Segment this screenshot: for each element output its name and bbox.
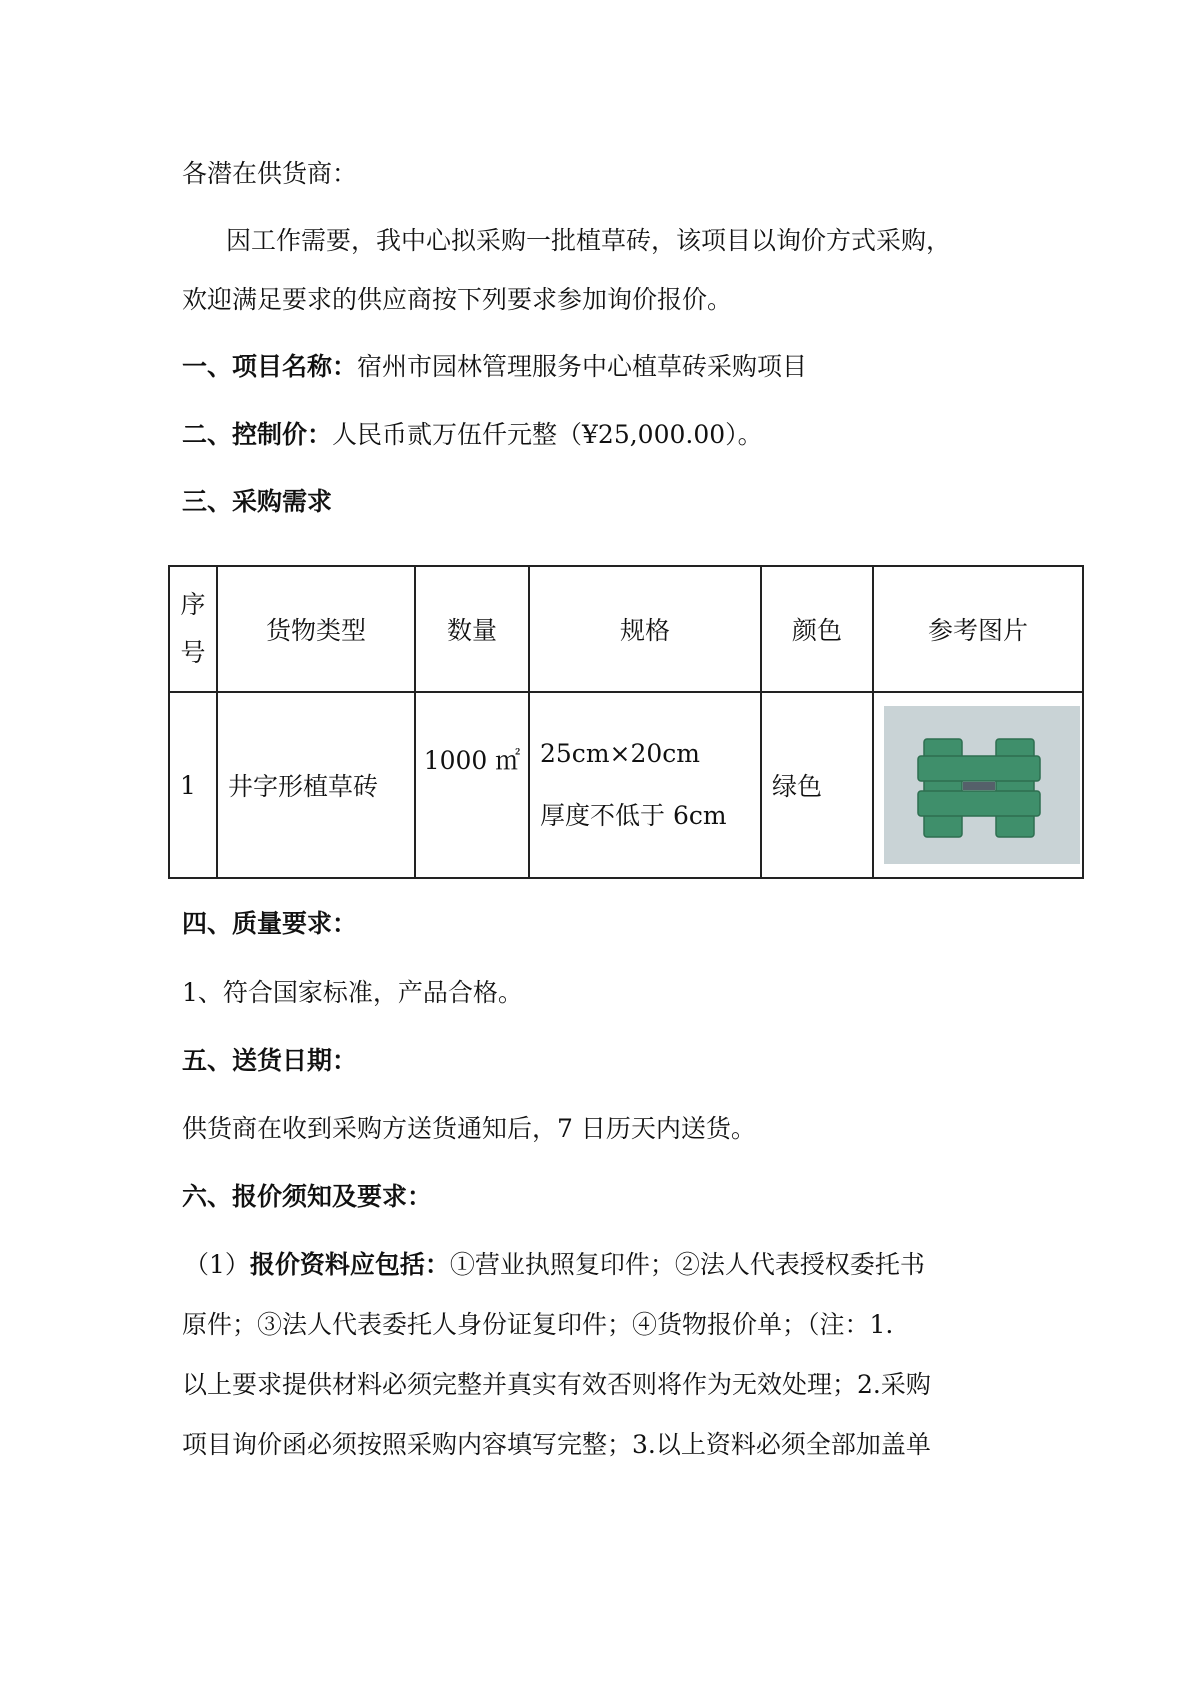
- row-spec-thickness: 厚度不低于 6cm: [540, 801, 727, 830]
- row-image-cell: [873, 692, 1083, 878]
- quote-para-line-1-rest: ①营业执照复印件；②法人代表授权委托书: [449, 1250, 925, 1279]
- greeting: 各潜在供货商：: [182, 159, 358, 188]
- intro-line-1: 因工作需要，我中心拟采购一批植草砖，该项目以询价方式采购，: [226, 226, 952, 255]
- section-2: [182, 418, 763, 452]
- quote-para-line-4: 项目询价函必须按照采购内容填写完整；3.以上资料必须全部加盖单: [182, 1430, 931, 1459]
- procurement-table: [168, 565, 1084, 879]
- delivery-text: 供货商在收到采购方送货通知后，7 日历天内送货。: [182, 1114, 756, 1143]
- row-spec-size: 25cm×20cm: [540, 739, 700, 768]
- row-type: 井字形植草砖: [217, 692, 415, 878]
- header-qty: 数量: [415, 566, 529, 692]
- section-3-label: 三、采购需求: [182, 487, 333, 516]
- project-name: 宿州市园林管理服务中心植草砖采购项目: [357, 352, 808, 381]
- header-seq-char-2: 号: [180, 638, 206, 667]
- header-spec: 规格: [529, 566, 761, 692]
- quote-para-line-2: 原件；③法人代表委托人身份证复印件；④货物报价单；（注：1.: [182, 1310, 894, 1339]
- header-image: 参考图片: [873, 566, 1083, 692]
- intro-line-2: 欢迎满足要求的供应商按下列要求参加询价报价。: [182, 285, 733, 314]
- row-spec: [529, 692, 761, 878]
- row-color: 绿色: [761, 692, 873, 878]
- table-header-row: [169, 566, 1083, 692]
- grass-brick-photo: [884, 706, 1080, 864]
- section-2-label: 二、控制价：: [182, 420, 333, 449]
- brick-center-hole: [963, 782, 995, 790]
- header-seq-char-1: 序: [180, 590, 206, 619]
- header-color: 颜色: [761, 566, 873, 692]
- header-type: 货物类型: [217, 566, 415, 692]
- quality-item-1: 1、符合国家标准，产品合格。: [182, 978, 523, 1007]
- section-5-label: 五、送货日期：: [182, 1046, 358, 1075]
- section-1-label: 一、项目名称：: [182, 352, 358, 381]
- control-price: 人民币贰万伍仟元整（¥25,000.00）。: [332, 420, 763, 449]
- row-qty: 1000 ㎡: [415, 692, 529, 878]
- section-4-label: 四、质量要求：: [182, 909, 358, 938]
- header-seq: [169, 566, 217, 692]
- quote-para-line-1: [184, 1248, 925, 1282]
- section-1: [182, 350, 807, 384]
- table-row: [169, 692, 1083, 878]
- quote-para-line-3: 以上要求提供材料必须完整并真实有效否则将作为无效处理；2.采购: [182, 1370, 931, 1399]
- row-seq: 1: [169, 692, 217, 878]
- section-6-label: 六、报价须知及要求：: [182, 1182, 433, 1211]
- quote-para-prefix: （1）: [184, 1250, 250, 1279]
- quote-para-bold: 报价资料应包括：: [249, 1250, 450, 1279]
